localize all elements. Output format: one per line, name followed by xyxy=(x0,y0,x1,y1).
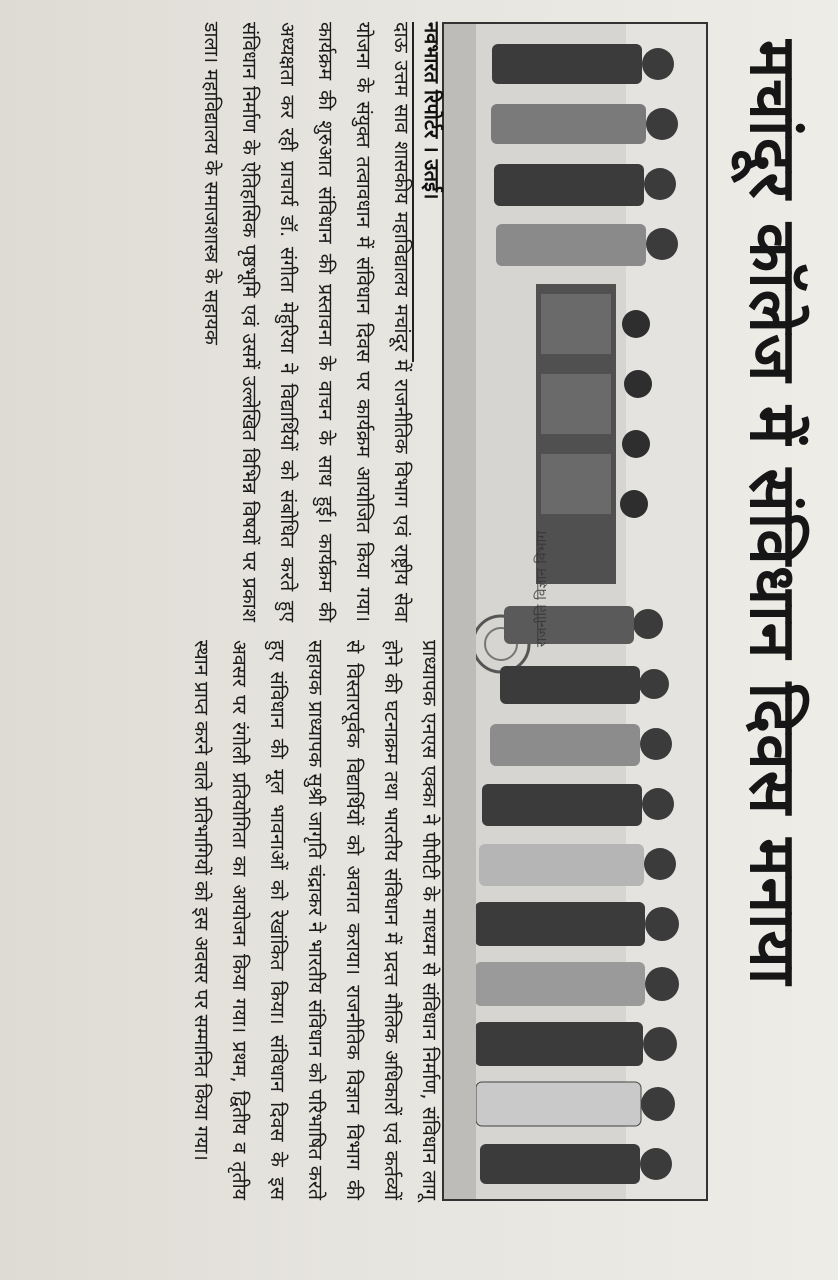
headline: मचांदूर कॉलेज में संविधान दिवस मनाया xyxy=(735,40,809,986)
byline: नवभारत रिपोर्टर । उतई। xyxy=(420,22,444,200)
group-photo-illustration xyxy=(444,24,706,1199)
news-photo xyxy=(442,22,708,1201)
article-column-right: प्राध्यापक एनएस एक्का ने पीपीटी के माध्यम से संविधान निर्माण, संविधान लागू होने की घटनाक्रम तथा भारतीय संविधान में प्रदत्त मौलिक अधिकारों एवं कर्तव्यों से विस्तारपूर्वक विद्यार्थियों को अवगत कराया। राजनीतिक विज्ञान विभाग की सहायक प्राध्यापक सुश्री जागृति चंद्राकर ने भारतीय संविधान को परिभाषित करते हुए संविधान की मूल भावनाओं को रेखांकित किया। संविधान दिवस के इस अवसर पर रंगोली प्रतियोगिता का आयोजन किया गया। प्रथम, द्वितीय व तृतीय स्थान प्राप्त करने वाले प्रतिभागियों को इस अवसर पर सम्मानित किया गया। xyxy=(190,640,441,1200)
banner-text: राजनीति विज्ञान विभाग xyxy=(534,530,550,648)
article-column-left: दाऊ उत्तम साव शासकीय महाविद्यालय मचांदूर में राजनीतिक विभाग एवं राष्ट्रीय सेवा योजना के संयुक्त तत्वावधान में संविधान दिवस पर कार्यक्रम आयोजित किया गया। कार्यक्रम की शुरुआत संविधान की प्रस्तावना के वाचन के साथ हुई। कार्यक्रम की अध्यक्षता कर रही प्राचार्य डॉ. संगीता मेहुरिया ने विद्यार्थियों को संबोधित करते हुए संविधान निर्माण के ऐतिहासिक पृष्ठभूमि एवं उसमें उल्लेखित विभिन्न विषयों पर प्रकाश डाला। महाविद्यालय के समाजशास्त्र के सहायक xyxy=(200,22,413,622)
